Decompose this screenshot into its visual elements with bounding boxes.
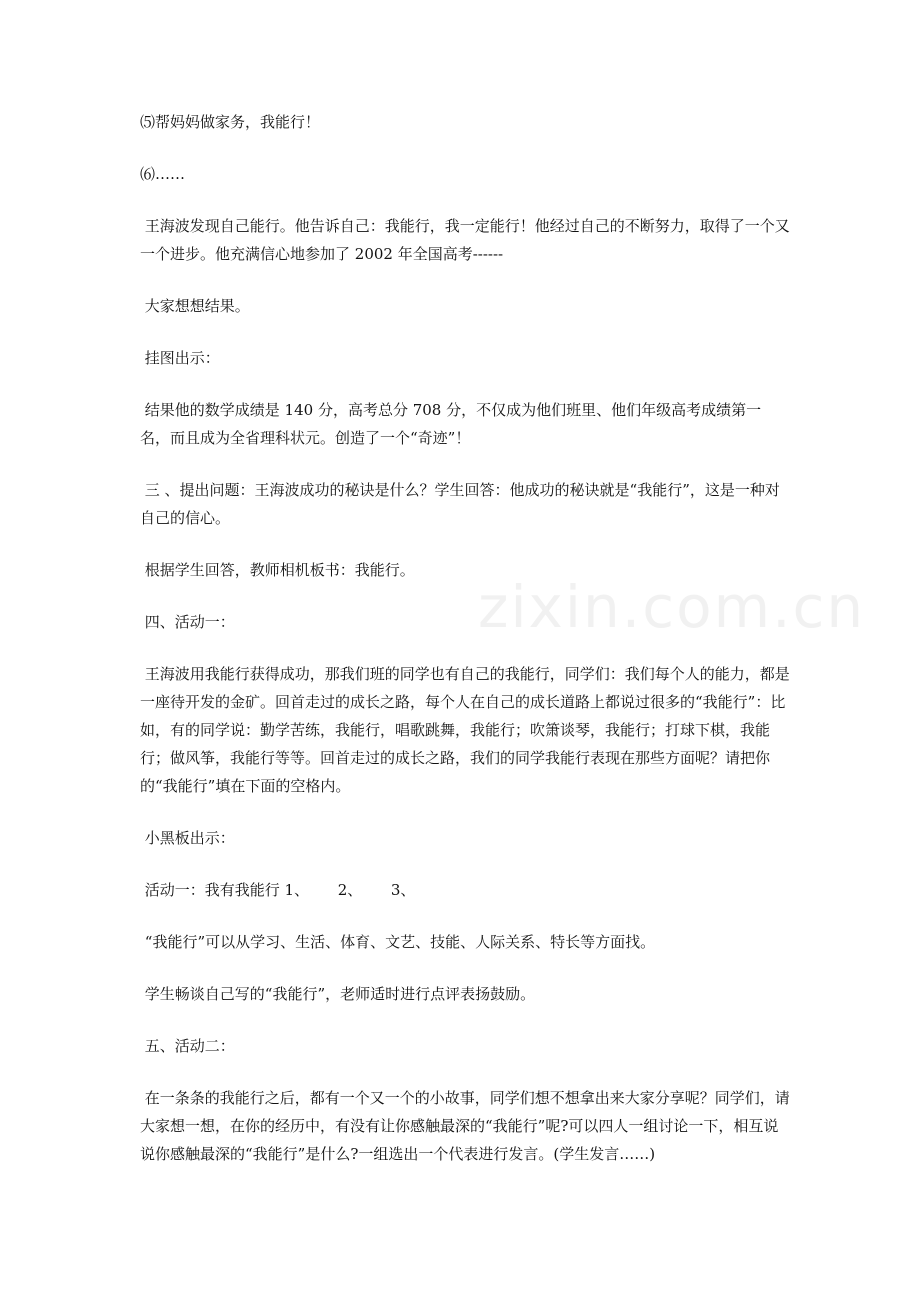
paragraph-item-6: ⑹……: [140, 165, 186, 183]
section-four-heading: 四、活动一：: [140, 613, 235, 631]
paragraph-result: 结果他的数学成绩是 140 分，高考总分 708 分，不仅成为他们班里、他们年级高考成绩第一名，而且成为全省理科状元。创造了一个“奇迹”！: [140, 401, 762, 447]
paragraph-students-share: 学生畅谈自己写的“我能行”，老师适时进行点评表扬鼓励。: [140, 985, 536, 1003]
paragraph-think-result: 大家想想结果。: [140, 297, 250, 315]
paragraph-board-writing: 根据学生回答，教师相机板书：我能行。: [140, 561, 415, 579]
paragraph-activity-one-list: 活动一：我有我能行 1、 2、 3、: [140, 881, 416, 899]
section-five-heading: 五、活动二：: [140, 1037, 235, 1055]
paragraph-activity-two: 在一条条的我能行之后，都有一个又一个的小故事，同学们想不想拿出来大家分享呢？同学们，请大家想一想，在你的经历中，有没有让你感触最深的“我能行”呢?可以四人一组讨论一下，相互说说你感触最深的“我能行”是什么?一组选出一个代表进行发言。(学生发言……): [140, 1089, 790, 1163]
watermark: zixin.com.cn: [478, 573, 866, 641]
paragraph-item-5: ⑸帮妈妈做家务，我能行！: [140, 113, 321, 131]
document-body: [140, 108, 790, 1192]
paragraph-progress: 王海波发现自己能行。他告诉自己：我能行，我一定能行！他经过自己的不断努力，取得了一个又一个进步。他充满信心地参加了 2002 年全国高考------: [140, 217, 790, 263]
paragraph-aspects: “我能行”可以从学习、生活、体育、文艺、技能、人际关系、特长等方面找。: [140, 933, 656, 951]
paragraph-show-chart: 挂图出示：: [140, 349, 220, 367]
paragraph-activity-one: 王海波用我能行获得成功，那我们班的同学也有自己的我能行，同学们：我们每个人的能力，都是一座待开发的金矿。回首走过的成长之路，每个人在自己的成长道路上都说过很多的“我能行”：比如，有的同学说：勤学苦练，我能行，唱歌跳舞，我能行；吹箫谈琴，我能行；打球下棋，我能行；做风筝，我能行等等。回首走过的成长之路，我们的同学我能行表现在那些方面呢？请把你的“我能行”填在下面的空格内。: [140, 665, 790, 795]
paragraph-small-blackboard: 小黑板出示：: [140, 829, 235, 847]
section-three-question: 三 、提出问题：王海波成功的秘诀是什么？学生回答：他成功的秘诀就是“我能行”，这是一种对自己的信心。: [140, 481, 780, 527]
